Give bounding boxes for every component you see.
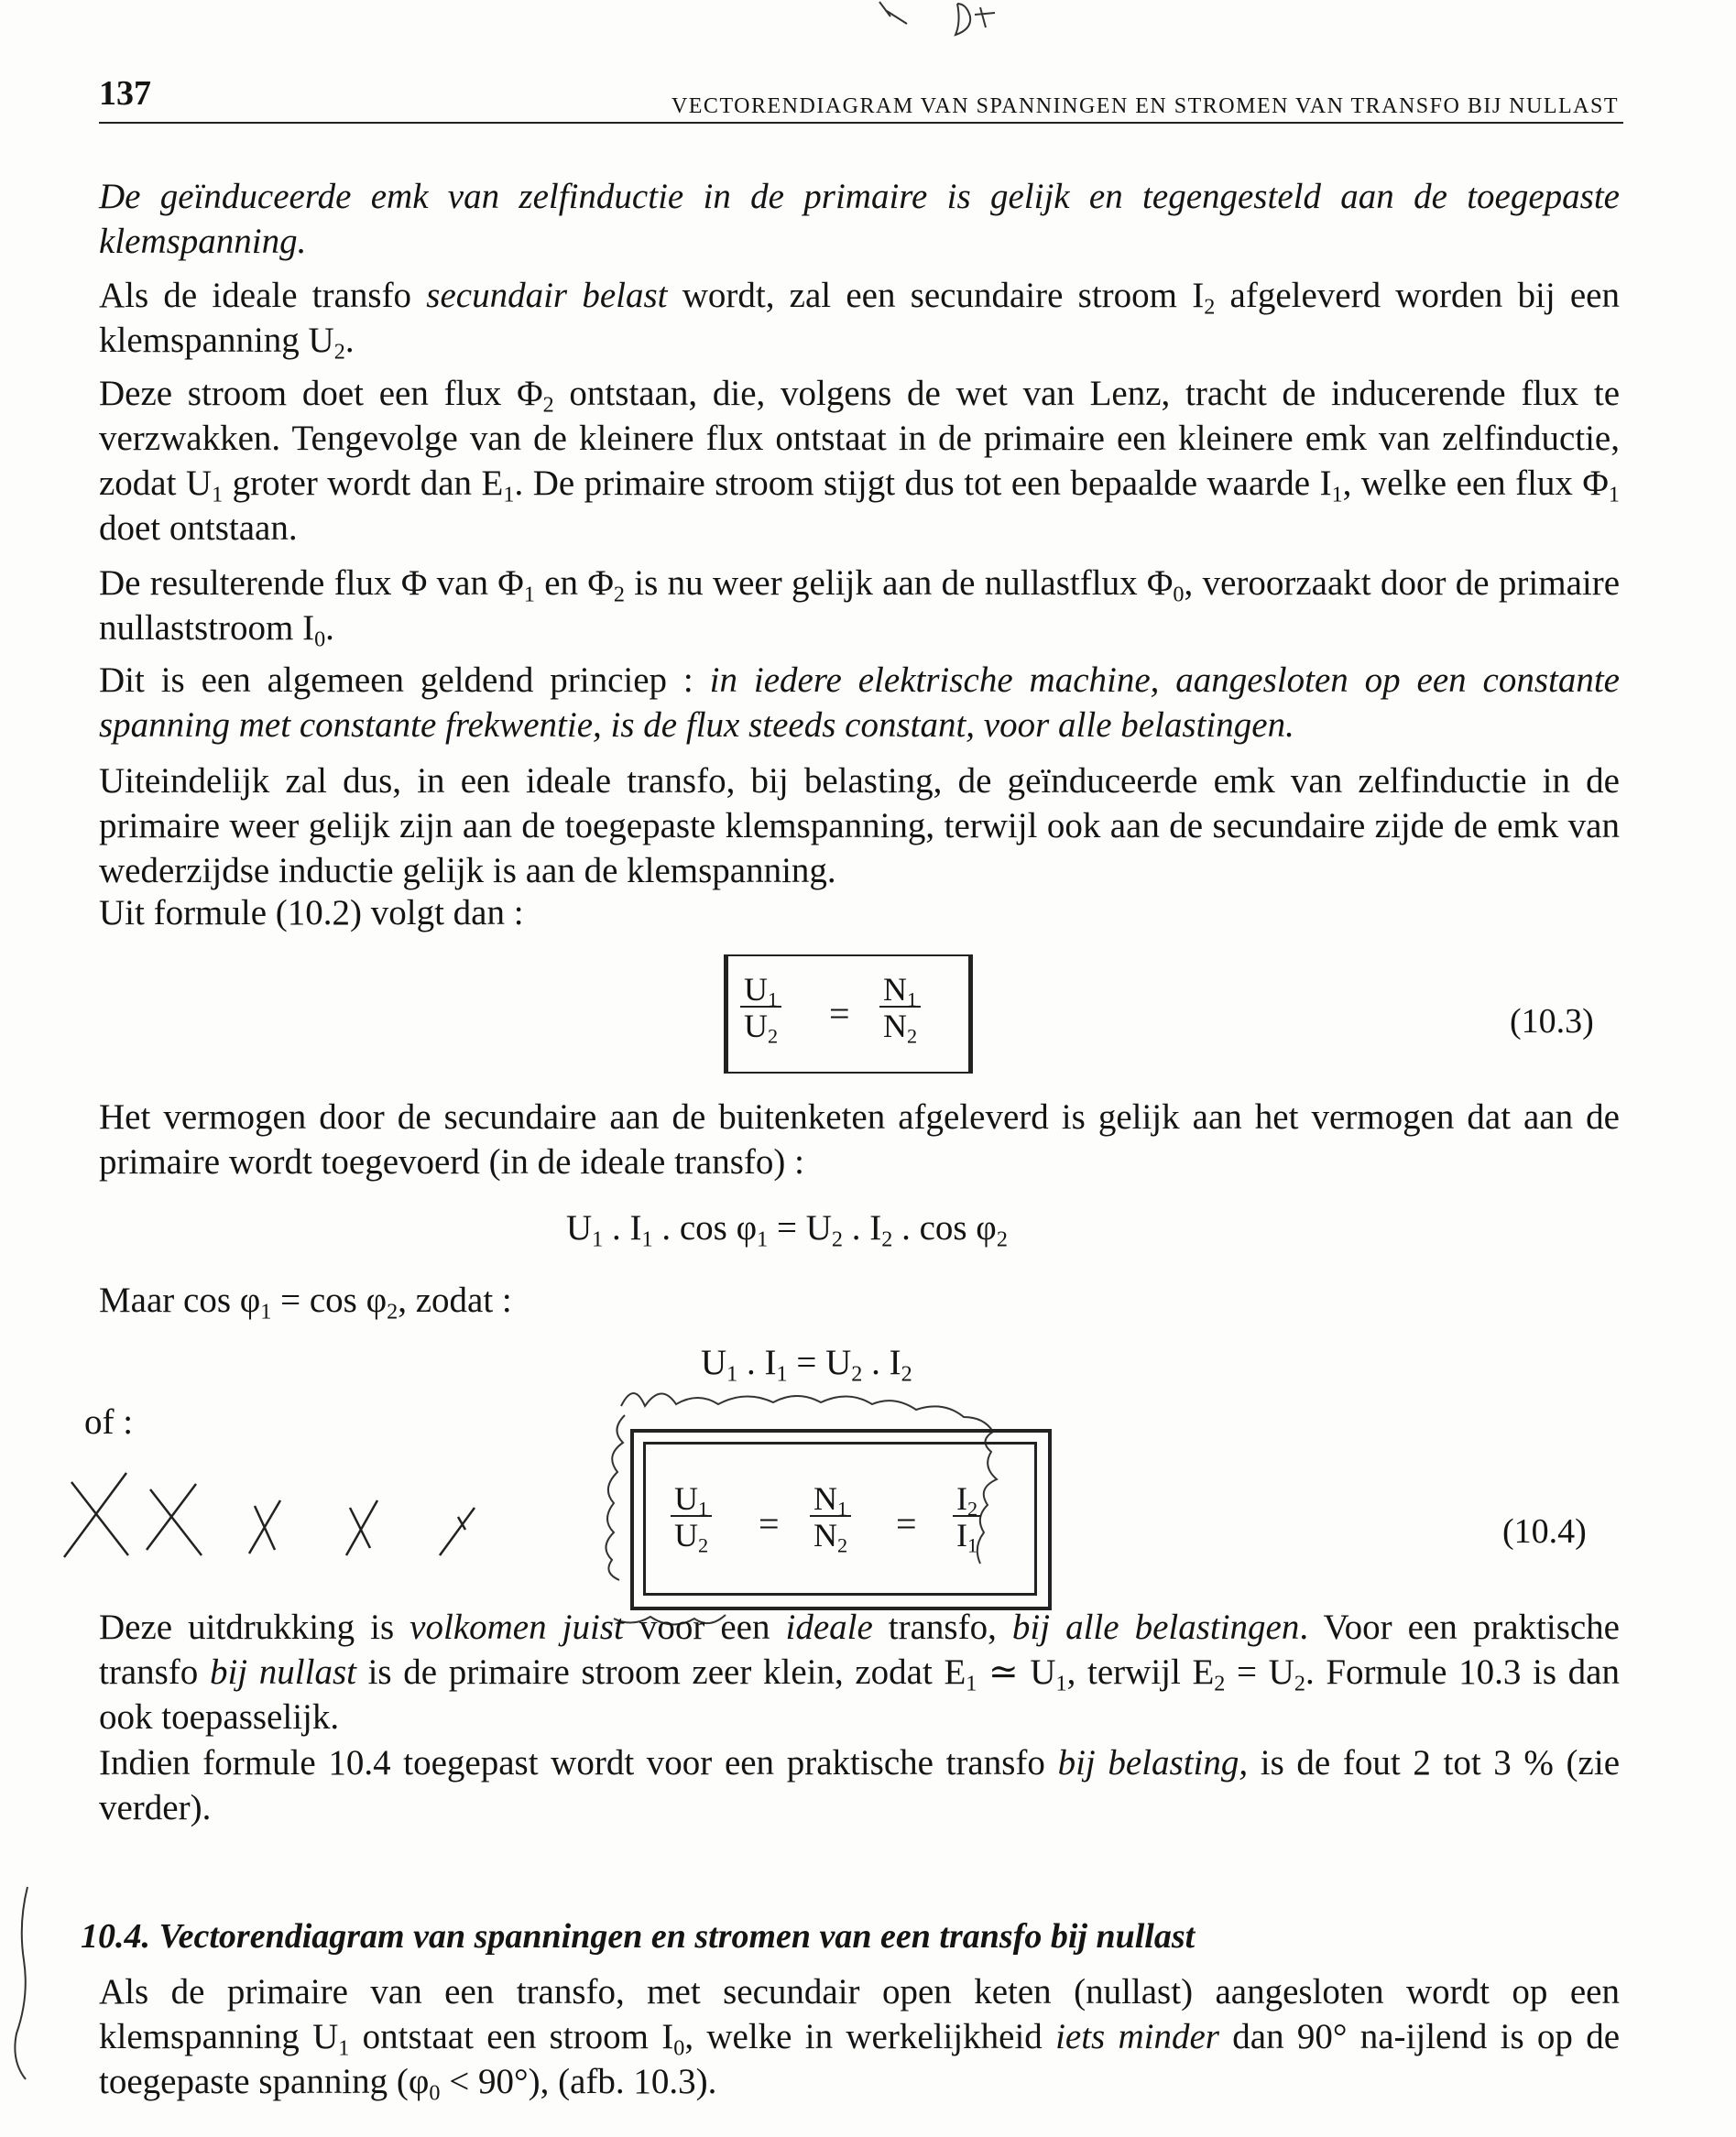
equation-number-10-3: (10.3) <box>1510 1002 1594 1041</box>
fraction-n1-n2: $\frac{N_1}{N_2}$ <box>879 973 921 1044</box>
fraction-n1-n2-b: $\frac{N_1}{N_2}$ <box>810 1482 851 1554</box>
paragraph-6: Uiteindelijk zal dus, in een ideale transfo, bij belasting, de geïnduceerde emk van zelfinductie in de primaire weer gelijk zijn aan de toegepaste klemspanning, terwijl ook aan de secundaire zijde de emk van wederzijdse inductie gelijk is aan de klemspanning. <box>99 761 1620 890</box>
header-rule <box>99 122 1623 124</box>
equals-sign-2: = <box>896 1503 917 1544</box>
paragraph-11: Indien formule 10.4 toegepast wordt voor een praktische transfo bij belasting, is de fout 2 tot 3 % (zie verder). <box>99 1743 1621 1827</box>
fraction-u1-u2: $\frac{U_1}{U_2}$ <box>740 973 781 1044</box>
margin-bracket <box>0 1878 55 2098</box>
of-label: of : <box>84 1402 134 1442</box>
power-equation-simplified: $U_1$ . $I_1 = U_2$ . $I_2$ <box>701 1343 912 1387</box>
page-number: 137 <box>99 74 151 113</box>
equals-sign: = <box>829 993 850 1034</box>
handwriting-top <box>861 0 1054 55</box>
paragraph-4: De resulterende flux Φ van $\Phi_1$ en $\Phi_2$ is nu weer gelijk aan de nullastflux $\Phi_0$, veroorzaakt door de primaire nullaststroom $I_0$. <box>99 563 1621 652</box>
equals-sign-1: = <box>759 1503 780 1544</box>
equation-number-10-4: (10.4) <box>1502 1512 1587 1551</box>
handwritten-marks <box>55 1447 531 1575</box>
paragraph-1: De geïnduceerde emk van zelfinductie in de primaire is gelijk en tegengesteld aan de toegepaste klemspanning. <box>99 177 1620 261</box>
paragraph-9: Maar $\cos \varphi_1 = \cos \varphi_2$, zodat : <box>99 1281 512 1325</box>
power-equation: $U_1$ . $I_1$ . $\cos \varphi_1 = U_2$ . $I_2$ . $\cos \varphi_2$ <box>566 1208 1008 1252</box>
paragraph-10: Deze uitdrukking is volkomen juist voor een ideale transfo, bij alle belastingen. Voor een praktische transfo bij nullast is de primaire stroom zeer klein, zodat $E_1$ ≃ $U_1$, terwijl $E_2 = U_2$. Formule 10.3 is dan ook toepasselijk. <box>99 1608 1620 1737</box>
running-title: VECTORENDIAGRAM VAN SPANNINGEN EN STROMEN VAN TRANSFO BIJ NULLAST <box>671 94 1619 118</box>
paragraph-2: Als de ideale transfo secundair belast wordt, zal een secundaire stroom $I_2$ afgeleverd worden bij een klemspanning $U_2$. <box>99 276 1620 365</box>
paragraph-3: Deze stroom doet een flux $\Phi_2$ ontstaan, die, volgens de wet van Lenz, tracht de inducerende flux te verzwakken. Tengevolge van de kleinere flux ontstaat in de primaire een kleinere emk van zelfinductie, zodat $U_1$ groter wordt dan $E_1$. De primaire stroom stijgt dus tot een bepaalde waarde $I_1$, welke een flux $\Phi_1$ doet ontstaan. <box>99 374 1621 548</box>
fraction-u1-u2-b: $\frac{U_1}{U_2}$ <box>671 1482 712 1554</box>
paragraph-8: Het vermogen door de secundaire aan de buitenketen afgeleverd is gelijk aan het vermogen dat aan de primaire wordt toegevoerd (in de ideale transfo) : <box>99 1097 1620 1182</box>
paragraph-12: Als de primaire van een transfo, met secundair open keten (nullast) aangesloten wordt op een klemspanning $U_1$ ontstaat een stroom $I_0$, welke in werkelijkheid iets minder dan 90° na-ijlend is op de toegepaste spanning $(\varphi_0 < 90^\circ)$, (afb. 10.3). <box>99 1972 1621 2106</box>
paragraph-7: Uit formule (10.2) volgt dan : <box>99 893 524 932</box>
paragraph-5: Dit is een algemeen geldend princiep : in iedere elektrische machine, aangesloten op een constante spanning met constante frekwentie, is de flux steeds constant, voor alle belastingen. <box>99 660 1620 745</box>
fraction-i2-i1: $\frac{I_2}{I_1}$ <box>953 1482 981 1554</box>
section-heading: 10.4. Vectorendiagram van spanningen en stromen van een transfo bij nullast <box>81 1917 1196 1956</box>
